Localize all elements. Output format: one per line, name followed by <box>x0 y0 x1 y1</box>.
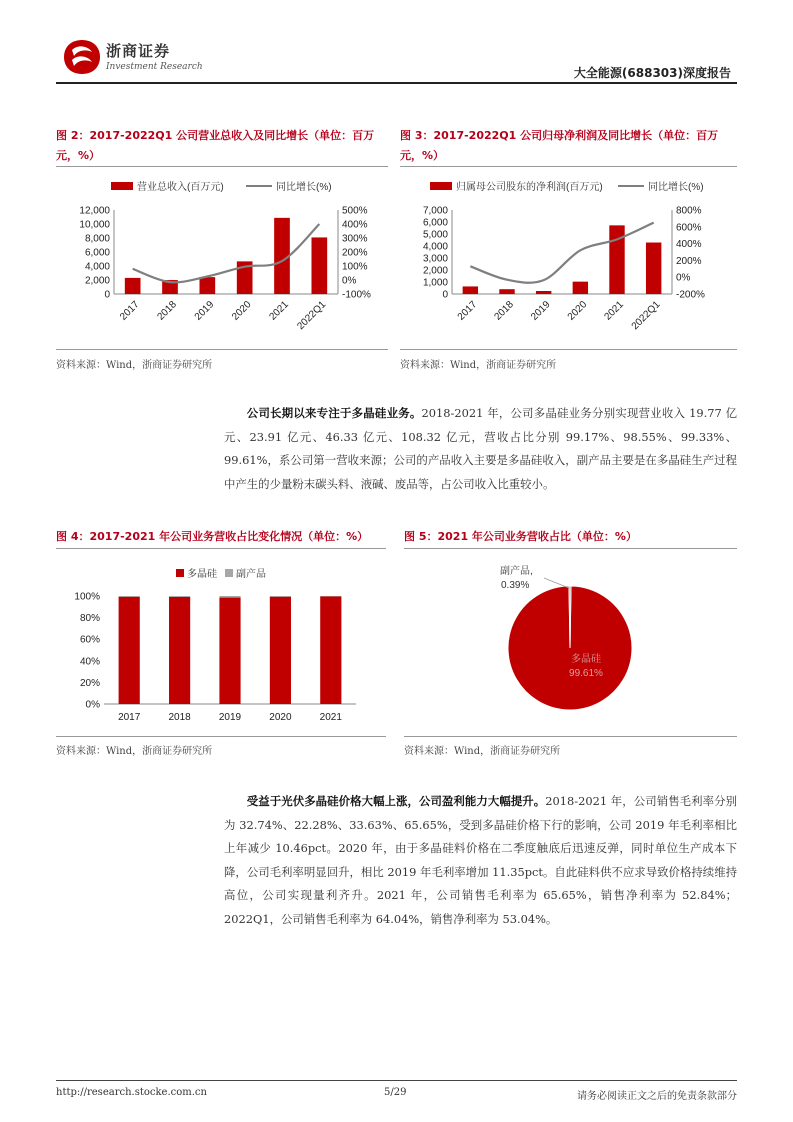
y-tick-label: 20% <box>79 677 100 689</box>
revenue-chart <box>56 170 388 348</box>
growth-line <box>133 224 320 282</box>
y-tick-label-left: 4,000 <box>84 261 110 273</box>
y-tick-label-left: 2,000 <box>422 265 448 277</box>
y-tick-label-left: 3,000 <box>422 253 448 265</box>
bar-polysilicon <box>320 596 341 704</box>
paragraph-business-focus <box>224 402 737 496</box>
y-tick-label-left: 4,000 <box>422 241 448 253</box>
legend-bar-label: 营业总收入(百万元) <box>137 182 224 193</box>
bar <box>463 286 478 294</box>
bar <box>536 291 551 294</box>
bar-byproduct <box>270 596 291 597</box>
figure-4-bottom-rule <box>56 736 386 737</box>
bar <box>311 237 327 294</box>
y-tick-label-right: -200% <box>676 289 705 301</box>
pie-leader-line <box>544 578 569 588</box>
bar-polysilicon <box>119 597 140 704</box>
footer-rule <box>56 1080 737 1081</box>
legend-byproduct-swatch <box>225 569 233 577</box>
x-tick-label: 2018 <box>492 299 516 323</box>
x-tick-label: 2017 <box>118 712 141 723</box>
figure-4-rule <box>56 548 386 549</box>
figure-5-source: 资料来源：Wind，浙商证券研究所 <box>404 746 561 757</box>
x-tick-label: 2020 <box>230 299 254 323</box>
x-tick-label: 2022Q1 <box>295 299 329 333</box>
x-tick-label: 2020 <box>269 712 292 723</box>
y-tick-label-left: 6,000 <box>84 247 110 259</box>
bar <box>499 289 514 294</box>
figure-3-title-line1: 图 3：2017-2022Q1 公司归母净利润及同比增长（单位：百万 <box>400 129 719 142</box>
bar <box>199 277 215 294</box>
figure-4-source: 资料来源：Wind，浙商证券研究所 <box>56 746 213 757</box>
figure-2-title <box>56 126 386 166</box>
x-tick-label: 2018 <box>168 712 191 723</box>
paragraph-2-lead: 受益于光伏多晶硅价格大幅上涨，公司盈利能力大幅提升。 <box>246 794 546 808</box>
y-tick-label-left: 0 <box>442 289 448 301</box>
y-tick-label-right: 600% <box>676 222 702 234</box>
legend-bar-swatch <box>430 182 452 190</box>
bar <box>125 278 141 294</box>
y-tick-label-right: 400% <box>676 239 702 251</box>
y-tick-label-left: 12,000 <box>79 205 110 217</box>
bar-byproduct <box>119 596 140 597</box>
paragraph-1-body: 2018-2021 年，公司多晶硅业务分别实现营业收入 19.77 亿元、23.91 亿元、46.33 亿元、108.32 亿元，营收占比分别 99.17%、98.55%、99.33%、99.61%，系公司第一营收来源；公司的产品收入主要是多晶硅收入，副产品主要是在多晶硅生产过程中产生的少量粉末碳头料、液碱、废品等，占公司收入比重较小。 <box>224 406 737 491</box>
pie-label-byproduct-name: 副产品, <box>500 566 533 577</box>
logo-text: 浙商证券 <box>106 42 171 60</box>
bar-byproduct <box>219 596 240 598</box>
bar <box>609 225 624 294</box>
figure-5-bottom-rule <box>404 736 737 737</box>
report-title: 大全能源(688303)深度报告 <box>573 66 731 80</box>
y-tick-label: 100% <box>74 591 100 603</box>
y-tick-label-right: 800% <box>676 205 702 217</box>
legend-bar-swatch <box>111 182 133 190</box>
y-tick-label-right: 100% <box>342 261 368 273</box>
x-tick-label: 2019 <box>192 299 217 323</box>
figure-2-rule <box>56 166 388 167</box>
figure-3-rule <box>400 166 737 167</box>
y-tick-label-right: 500% <box>342 205 368 217</box>
bar-polysilicon <box>219 598 240 704</box>
figure-4-title: 图 4：2017-2021 年公司业务营收占比变化情况（单位：%） <box>56 530 369 543</box>
paragraph-2-body: 2018-2021 年，公司销售毛利率分别为 32.74%、22.28%、33.63%、65.65%，受到多晶硅价格下行的影响，公司 2019 年毛利率相比上年减少 10.46pct。2020 年，由于多晶硅料价格在二季度触底后迅速反弹，同时单位生产成本下降，公司毛利率明显回升，相比 2019 年毛利率增加 11.35pct。自此硅料供不应求导致价格持续维持高位，公司实现量利齐升。2021 年，公司销售毛利率为 65.65%，销售净利率为 52.84%；2022Q1，公司销售毛利率为 64.04%，销售净利率为 53.04%。 <box>224 794 737 926</box>
footer-url[interactable]: http://research.stocke.com.cn <box>56 1087 207 1098</box>
figure-5-rule <box>404 548 737 549</box>
y-tick-label-left: 1,000 <box>422 277 448 289</box>
x-tick-label: 2021 <box>319 712 342 723</box>
y-tick-label-left: 7,000 <box>422 205 448 217</box>
y-tick-label-left: 5,000 <box>422 229 448 241</box>
legend-polysilicon-swatch <box>176 569 184 577</box>
bar-byproduct <box>169 596 190 597</box>
bar <box>646 243 661 294</box>
net-profit-chart <box>400 170 737 348</box>
y-tick-label-right: 0% <box>342 275 357 287</box>
bar-polysilicon <box>270 597 291 704</box>
figure-2-title-line2: 元，%） <box>56 149 101 162</box>
legend-byproduct-label: 副产品 <box>236 569 266 580</box>
x-tick-label: 2022Q1 <box>629 299 663 333</box>
bar-polysilicon <box>169 597 190 704</box>
business-mix-chart <box>56 556 386 734</box>
paragraph-profitability <box>224 790 737 931</box>
y-tick-label-right: -100% <box>342 289 371 301</box>
figure-2-title-line1: 图 2：2017-2022Q1 公司营业总收入及同比增长（单位：百万 <box>56 129 375 142</box>
pie-label-polysilicon-value: 99.61% <box>569 668 603 679</box>
figure-3-title-line2: 元，%） <box>400 149 445 162</box>
x-tick-label: 2019 <box>529 299 553 323</box>
figure-3-source: 资料来源：Wind，浙商证券研究所 <box>400 360 557 371</box>
y-tick-label-left: 0 <box>104 289 110 301</box>
x-tick-label: 2021 <box>602 299 626 323</box>
x-tick-label: 2017 <box>455 299 480 323</box>
legend-line-label: 同比增长(%) <box>276 182 332 193</box>
x-tick-label: 2017 <box>118 299 142 323</box>
figure-3-bottom-rule <box>400 349 737 350</box>
figure-2-bottom-rule <box>56 349 388 350</box>
y-tick-label-right: 300% <box>342 233 368 245</box>
legend-line-label: 同比增长(%) <box>648 182 704 193</box>
y-tick-label: 0% <box>85 699 100 711</box>
figure-5-title: 图 5：2021 年公司业务营收占比（单位：%） <box>404 530 637 543</box>
x-tick-label: 2021 <box>267 299 291 323</box>
paragraph-1-lead: 公司长期以来专注于多晶硅业务。 <box>246 406 422 420</box>
pie-label-polysilicon-name: 多晶硅 <box>571 654 601 665</box>
pie-label-byproduct-value: 0.39% <box>501 580 530 591</box>
legend-bar-label: 归属母公司股东的净利润(百万元) <box>456 182 603 193</box>
figure-3-title <box>400 126 740 166</box>
header-rule <box>56 82 737 84</box>
y-tick-label-right: 200% <box>342 247 368 259</box>
y-tick-label-right: 200% <box>676 255 702 267</box>
x-tick-label: 2018 <box>155 299 179 323</box>
bar <box>573 282 588 294</box>
x-tick-label: 2019 <box>218 712 242 723</box>
growth-line <box>470 223 653 283</box>
footer-disclaimer: 请务必阅读正文之后的免责条款部分 <box>577 1091 737 1102</box>
y-tick-label-left: 8,000 <box>84 233 110 245</box>
page-number: 5/29 <box>384 1087 407 1098</box>
y-tick-label-right: 400% <box>342 219 368 231</box>
y-tick-label-left: 10,000 <box>79 219 110 231</box>
y-tick-label-left: 6,000 <box>422 217 448 229</box>
y-tick-label-right: 0% <box>676 272 691 284</box>
logo-subtitle: Investment Research <box>106 62 203 72</box>
y-tick-label: 80% <box>79 613 100 625</box>
figure-2-source: 资料来源：Wind，浙商证券研究所 <box>56 360 213 371</box>
y-tick-label: 40% <box>79 656 100 668</box>
logo-icon <box>62 38 102 76</box>
y-tick-label: 60% <box>79 634 100 646</box>
pie-chart-2021 <box>404 552 737 734</box>
y-tick-label-left: 2,000 <box>84 275 110 287</box>
legend-polysilicon-label: 多晶硅 <box>187 569 217 580</box>
x-tick-label: 2020 <box>565 299 590 323</box>
